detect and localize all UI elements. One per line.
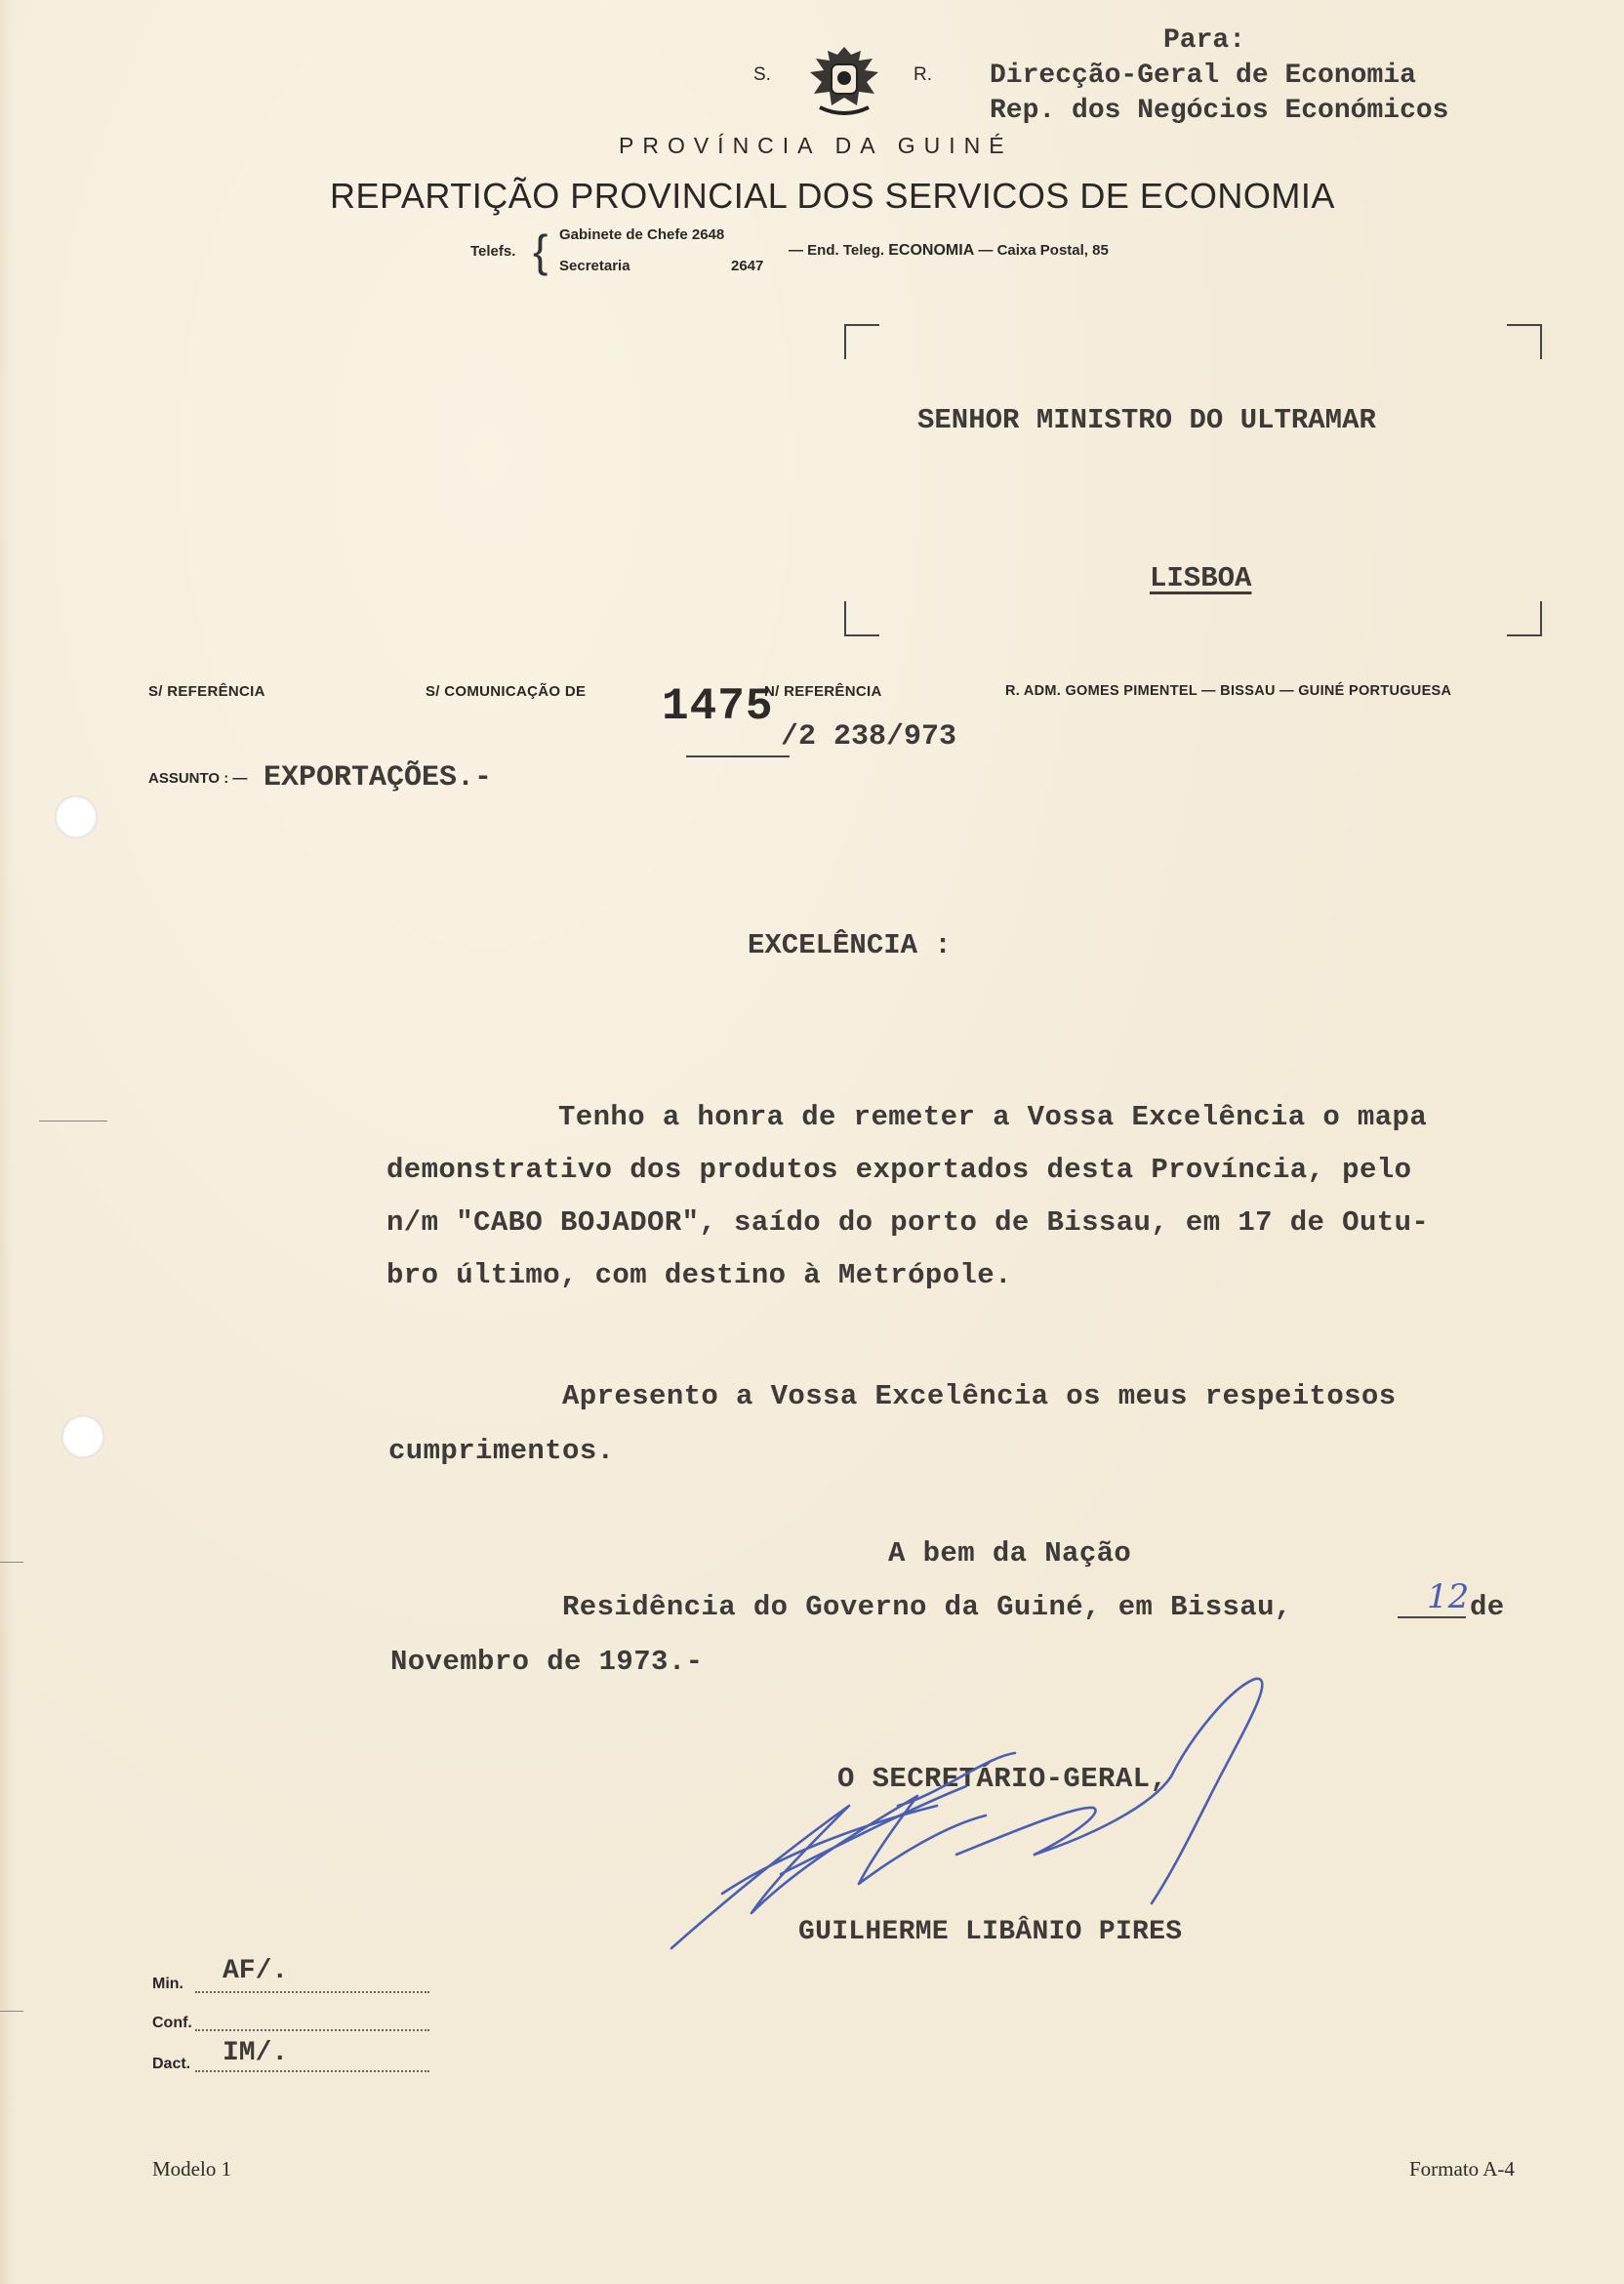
phone1: Gabinete de Chefe 2648 [559,226,725,243]
margin-tick [0,2011,23,2012]
addressee-city: LISBOA [1150,562,1252,594]
closing-motto: A bem da Nação [888,1537,1132,1570]
closing-de: de [1470,1591,1505,1623]
punch-hole-top [55,795,98,838]
subject-label: ASSUNTO : — [148,770,248,787]
body-p1-line4: bro último, com destino à Metrópole. [386,1259,1012,1291]
addressee-name: SENHOR MINISTRO DO ULTRAMAR [917,404,1376,436]
body-p1-line3: n/m "CABO BOJADOR", saído do porto de Bissau, em 17 de Outu- [386,1206,1430,1239]
body-p2-line2: cumprimentos. [388,1435,615,1467]
footer-format: Formato A-4 [1409,2157,1515,2181]
recipient-note [990,23,1448,129]
s-comunicacao-label: S/ COMUNICAÇÃO DE [426,683,587,700]
n-referencia-underline [686,755,790,757]
margin-tick [39,1121,107,1122]
recipient-note-line2: Rep. dos Negócios Económicos [990,96,1449,126]
teleg-prefix: — End. Teleg. [789,242,885,259]
recipient-note-label: Para: [1163,25,1246,56]
r-label: R. [914,64,932,85]
body-p1-line1: Tenho a honra de remeter a Vossa Excelência o mapa [558,1101,1428,1133]
phone2-number: 2647 [731,258,764,274]
salutation: EXCELÊNCIA : [748,929,952,961]
signatory-title: O SECRETÁRIO-GERAL, [837,1763,1168,1795]
margin-tick [0,1562,23,1563]
footer-model: Modelo 1 [152,2157,232,2181]
conf-label: Conf. [152,2015,192,2031]
n-referencia-label: N/ REFERÊNCIA [764,683,882,700]
teleg-name: ECONOMIA [888,242,975,259]
s-label: S. [753,64,771,85]
phone2-name: Secretaria [559,258,630,274]
address-bracket-br [1507,601,1542,636]
office-title: REPARTIÇÃO PROVINCIAL DOS SERVICOS DE ECONOMIA [330,176,1335,216]
address-bracket-bl [844,601,879,636]
conf-dotted-line [195,2029,429,2031]
handwritten-day: 12 [1427,1577,1470,1616]
address-bracket-tr [1507,324,1542,359]
body-p2-line1: Apresento a Vossa Excelência os meus respeitosos [562,1380,1397,1412]
signatory-name: GUILHERME LIBÂNIO PIRES [798,1917,1183,1947]
dact-value: IM/. [223,2038,289,2068]
day-underline [1398,1616,1466,1618]
min-value: AF/. [223,1956,289,1986]
closing-date: Novembro de 1973.- [390,1646,704,1678]
telefs-label: Telefs. [470,243,516,260]
signature [664,1659,1288,1952]
min-label: Min. [152,1976,183,1992]
n-referencia-value: /2 238/973 [781,720,957,754]
body-p1-line2: demonstrativo dos produtos exportados desta Província, pelo [386,1154,1412,1186]
coat-of-arms-icon [800,43,888,117]
office-address: R. ADM. GOMES PIMENTEL — BISSAU — GUINÉ PORTUGUESA [1005,683,1452,699]
province-title: PROVÍNCIA DA GUINÉ [619,133,1013,158]
min-dotted-line [195,1991,429,1993]
dact-dotted-line [195,2070,429,2072]
dact-label: Dact. [152,2056,191,2072]
telegraph-line [789,242,1109,260]
recipient-note-line1: Direcção-Geral de Economia [990,61,1416,91]
address-bracket-tl [844,324,879,359]
punch-hole-bottom [61,1415,104,1458]
s-referencia-label: S/ REFERÊNCIA [148,683,265,700]
reference-number: 1475 [662,681,774,732]
subject-value: EXPORTAÇÕES.- [264,761,493,795]
closing-place: Residência do Governo da Guiné, em Bissau, [562,1591,1292,1623]
teleg-suffix: — Caixa Postal, 85 [978,242,1109,259]
telefs-brace: { [533,225,548,276]
